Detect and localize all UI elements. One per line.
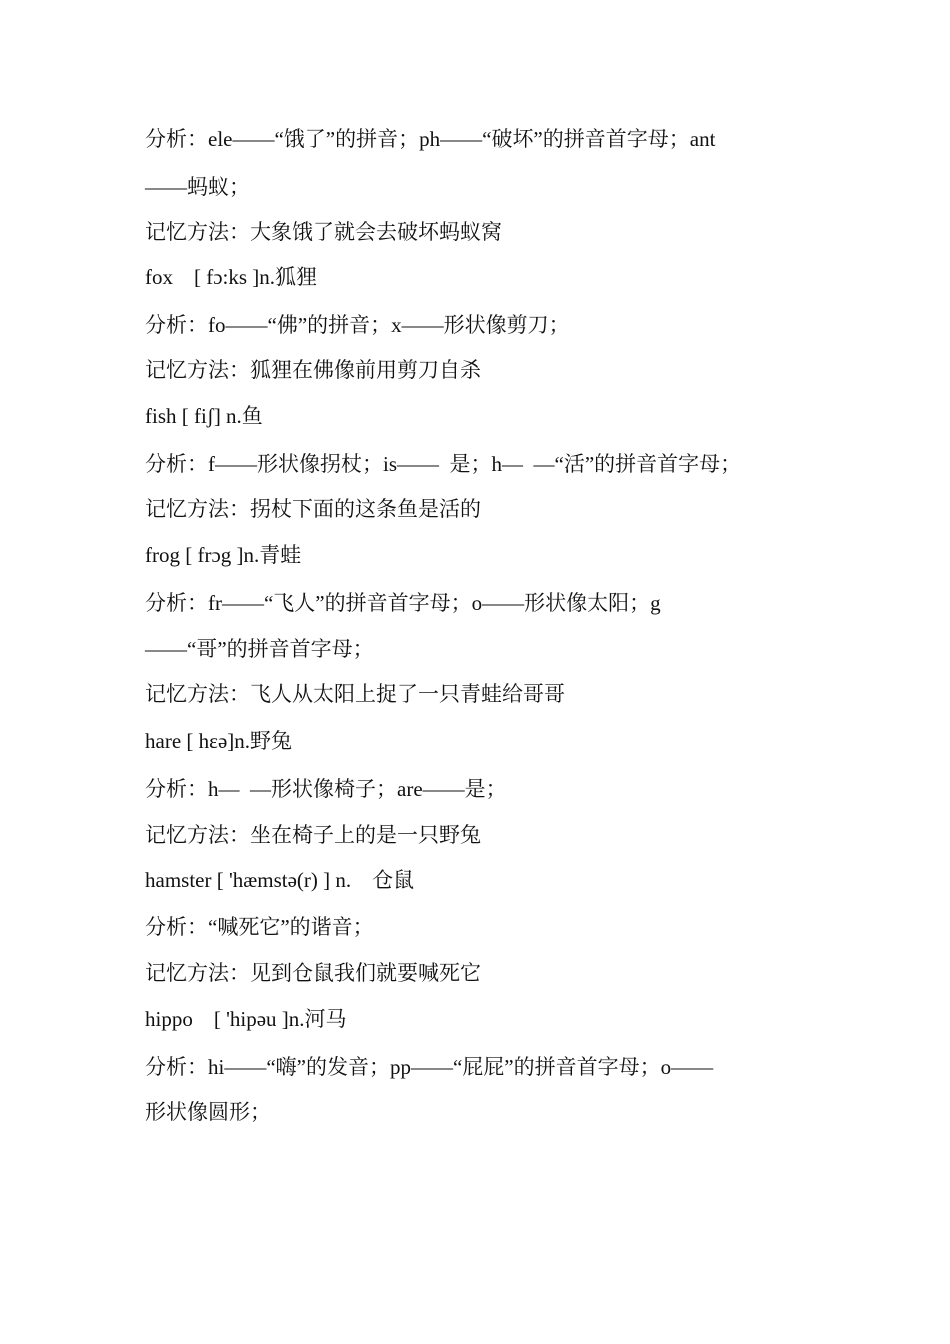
analysis-hamster: 分析：“喊死它”的谐音；	[145, 915, 374, 939]
memory-method-hare: 记忆方法：坐在椅子上的是一只野兔	[145, 823, 481, 847]
memory-method-fish: 记忆方法：拐杖下面的这条鱼是活的	[145, 497, 481, 521]
word-entry-hamster: hamster [ 'hæmstə(r) ] n. 仓鼠	[145, 868, 415, 892]
memory-method-frog: 记忆方法：飞人从太阳上捉了一只青蛙给哥哥	[145, 682, 565, 706]
word-entry-hippo: hippo [ 'hipəu ]n.河马	[145, 1007, 347, 1031]
analysis-frog-line-2: ——“哥”的拼音首字母；	[145, 637, 374, 661]
word-entry-hare: hare [ hɛə]n.野兔	[145, 729, 293, 753]
word-entry-frog: frog [ frɔg ]n.青蛙	[145, 543, 302, 567]
word-entry-fox: fox [ fɔ:ks ]n.狐狸	[145, 265, 318, 289]
word-entry-fish: fish [ fiʃ] n.鱼	[145, 404, 263, 428]
analysis-hippo-line-1: 分析：hi——“嗨”的发音；pp——“屁屁”的拼音首字母；o——	[145, 1055, 714, 1079]
memory-method-hamster: 记忆方法：见到仓鼠我们就要喊死它	[145, 961, 481, 985]
memory-method-fox: 记忆方法：狐狸在佛像前用剪刀自杀	[145, 358, 481, 382]
analysis-fox: 分析：fo——“佛”的拼音；x——形状像剪刀；	[145, 313, 570, 337]
analysis-hippo-line-2: 形状像圆形；	[145, 1100, 271, 1124]
analysis-frog-line-1: 分析：fr——“飞人”的拼音首字母；o——形状像太阳；g	[145, 591, 661, 615]
analysis-hare: 分析：h— —形状像椅子；are——是；	[145, 777, 507, 801]
analysis-elephant-line-1: 分析：ele——“饿了”的拼音；ph——“破坏”的拼音首字母；ant	[145, 127, 716, 151]
analysis-fish: 分析：f——形状像拐杖；is—— 是；h— —“活”的拼音首字母；	[145, 452, 742, 476]
memory-method-elephant: 记忆方法：大象饿了就会去破坏蚂蚁窝	[145, 220, 502, 244]
analysis-elephant-line-2: ——蚂蚁；	[145, 175, 250, 199]
